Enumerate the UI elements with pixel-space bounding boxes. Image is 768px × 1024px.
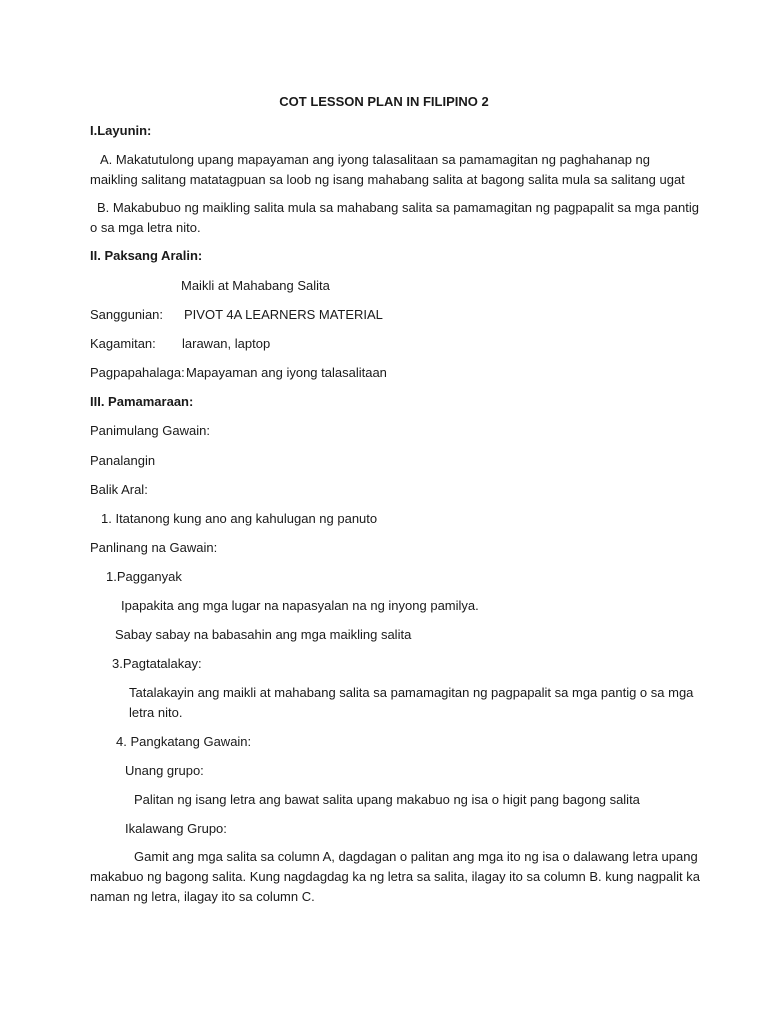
- section-layunin-heading: I.Layunin:: [90, 123, 152, 138]
- development-activity-label: Panlinang na Gawain:: [90, 540, 218, 555]
- values-label: Pagpapahalaga:: [90, 365, 185, 380]
- materials-value: larawan, laptop: [182, 336, 271, 351]
- materials-label: Kagamitan:: [90, 336, 156, 351]
- review-item-1: 1. Itatanong kung ano ang kahulugan ng panuto: [101, 511, 378, 526]
- reading-text: Sabay sabay na babasahin ang mga maikling salita: [115, 627, 412, 642]
- group-2-line-1: Gamit ang mga salita sa column A, dagdagan o palitan ang mga ito ng isa o dalawang letra upang: [134, 849, 698, 864]
- group-1-text: Palitan ng isang letra ang bawat salita upang makabuo ng isa o higit pang bagong salita: [134, 792, 640, 807]
- section-paksang-aralin-heading: II. Paksang Aralin:: [90, 248, 203, 263]
- group-2-line-3: naman ng letra, ilagay ito sa column C.: [90, 889, 315, 904]
- group-2-label: Ikalawang Grupo:: [125, 821, 227, 836]
- section-pamamaraan-heading: III. Pamamaraan:: [90, 394, 194, 409]
- group-2-line-2: makabuo ng bagong salita. Kung nagdagdag ka ng letra sa salita, ilagay ito sa column B. kung nagpalit ka: [90, 869, 700, 884]
- prayer-label: Panalangin: [90, 453, 156, 468]
- discussion-line-2: letra nito.: [129, 705, 183, 720]
- objective-b-line-2: o sa mga letra nito.: [90, 220, 201, 235]
- initial-activity-label: Panimulang Gawain:: [90, 423, 210, 438]
- source-label: Sanggunian:: [90, 307, 164, 322]
- values-value: Mapayaman ang iyong talasalitaan: [186, 365, 387, 380]
- discussion-heading: 3.Pagtatalakay:: [112, 656, 202, 671]
- topic-title: Maikli at Mahabang Salita: [181, 278, 330, 293]
- objective-b-line-1: B. Makabubuo ng maikling salita mula sa mahabang salita sa pamamagitan ng pagpapalit sa mga pantig: [97, 200, 699, 215]
- source-value: PIVOT 4A LEARNERS MATERIAL: [184, 307, 383, 322]
- group-1-label: Unang grupo:: [125, 763, 204, 778]
- document-title: COT LESSON PLAN IN FILIPINO 2: [279, 94, 489, 109]
- objective-a-line-2: maikling salitang matatagpuan sa loob ng isang mahabang salita at bagong salita mula sa salitang ugat: [90, 172, 685, 187]
- group-work-heading: 4. Pangkatang Gawain:: [116, 734, 252, 749]
- motivation-text: Ipapakita ang mga lugar na napasyalan na ng inyong pamilya.: [121, 598, 479, 613]
- review-label: Balik Aral:: [90, 482, 148, 497]
- discussion-line-1: Tatalakayin ang maikli at mahabang salita sa pamamagitan ng pagpapalit sa mga pantig o sa mga: [129, 685, 694, 700]
- motivation-heading: 1.Pagganyak: [106, 569, 182, 584]
- objective-a-line-1: A. Makatutulong upang mapayaman ang iyong talasalitaan sa pamamagitan ng paghahanap ng: [100, 152, 651, 167]
